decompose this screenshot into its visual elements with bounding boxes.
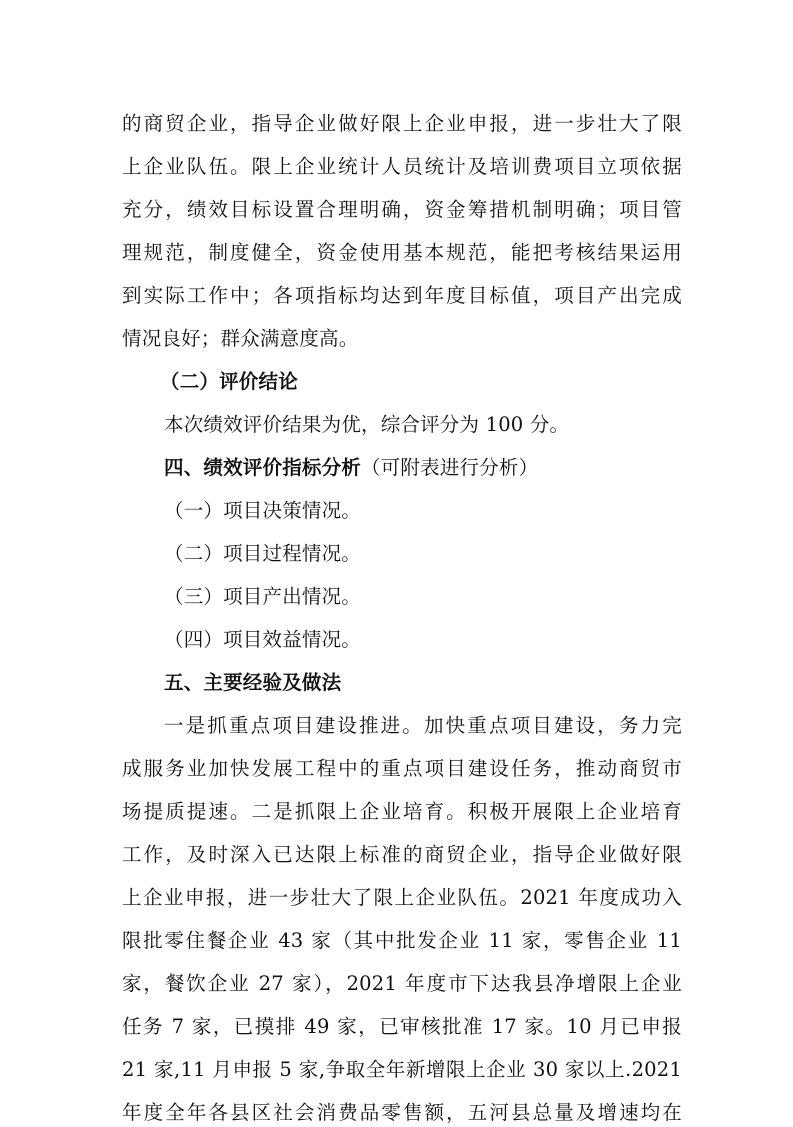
paragraph-line: 家，餐饮企业 27 家），2021 年度市下达我县净增限上企业 bbox=[122, 972, 682, 995]
paragraph-line: 成服务业加快发展工程中的重点项目建设任务，推动商贸市 bbox=[122, 757, 682, 780]
paragraph-line: 任务 7 家，已摸排 49 家，已审核批准 17 家。10 月已申报 bbox=[122, 1015, 682, 1038]
paragraph-line: 场提质提速。二是抓限上企业培育。积极开展限上企业培育 bbox=[122, 800, 682, 823]
evaluation-result-text: 本次绩效评价结果为优，综合评分为 100 分。 bbox=[164, 413, 570, 436]
paragraph-line: 理规范，制度健全，资金使用基本规范，能把考核结果运用 bbox=[122, 241, 682, 264]
paragraph-line: 工作，及时深入已达限上标准的商贸企业，指导企业做好限 bbox=[122, 843, 682, 866]
paragraph-line: 上企业队伍。限上企业统计人员统计及培训费项目立项依据 bbox=[122, 155, 682, 178]
section-heading-evaluation-conclusion: （二）评价结论 bbox=[160, 370, 298, 393]
section-heading-main-experience: 五、主要经验及做法 bbox=[164, 671, 342, 694]
paragraph-line: 限批零住餐企业 43 家（其中批发企业 11 家，零售企业 11 bbox=[122, 929, 682, 952]
paragraph-line: 情况良好；群众满意度高。 bbox=[122, 327, 359, 350]
paragraph-line: 年度全年各县区社会消费品零售额，五河县总量及增速均在 bbox=[122, 1101, 682, 1124]
list-item: （四）项目效益情况。 bbox=[164, 628, 362, 651]
paragraph-line: 到实际工作中；各项指标均达到年度目标值，项目产出完成 bbox=[122, 284, 682, 307]
paragraph-line: 充分，绩效目标设置合理明确，资金筹措机制明确；项目管 bbox=[122, 198, 682, 221]
section-heading-note: （可附表进行分析） bbox=[361, 456, 539, 479]
paragraph-line: 21 家,11 月申报 5 家,争取全年新增限上企业 30 家以上.2021 bbox=[122, 1058, 682, 1081]
paragraph-line: 一是抓重点项目建设推进。加快重点项目建设，务力完 bbox=[164, 714, 682, 737]
paragraph-line: 上企业申报，进一步壮大了限上企业队伍。2021 年度成功入 bbox=[122, 886, 682, 909]
section-heading-indicator-analysis bbox=[164, 454, 682, 482]
list-item: （二）项目过程情况。 bbox=[164, 542, 362, 565]
paragraph-line: 的商贸企业，指导企业做好限上企业申报，进一步壮大了限 bbox=[122, 112, 682, 135]
list-item: （一）项目决策情况。 bbox=[164, 499, 362, 522]
section-heading-text: 四、绩效评价指标分析 bbox=[164, 456, 362, 479]
list-item: （三）项目产出情况。 bbox=[164, 585, 362, 608]
